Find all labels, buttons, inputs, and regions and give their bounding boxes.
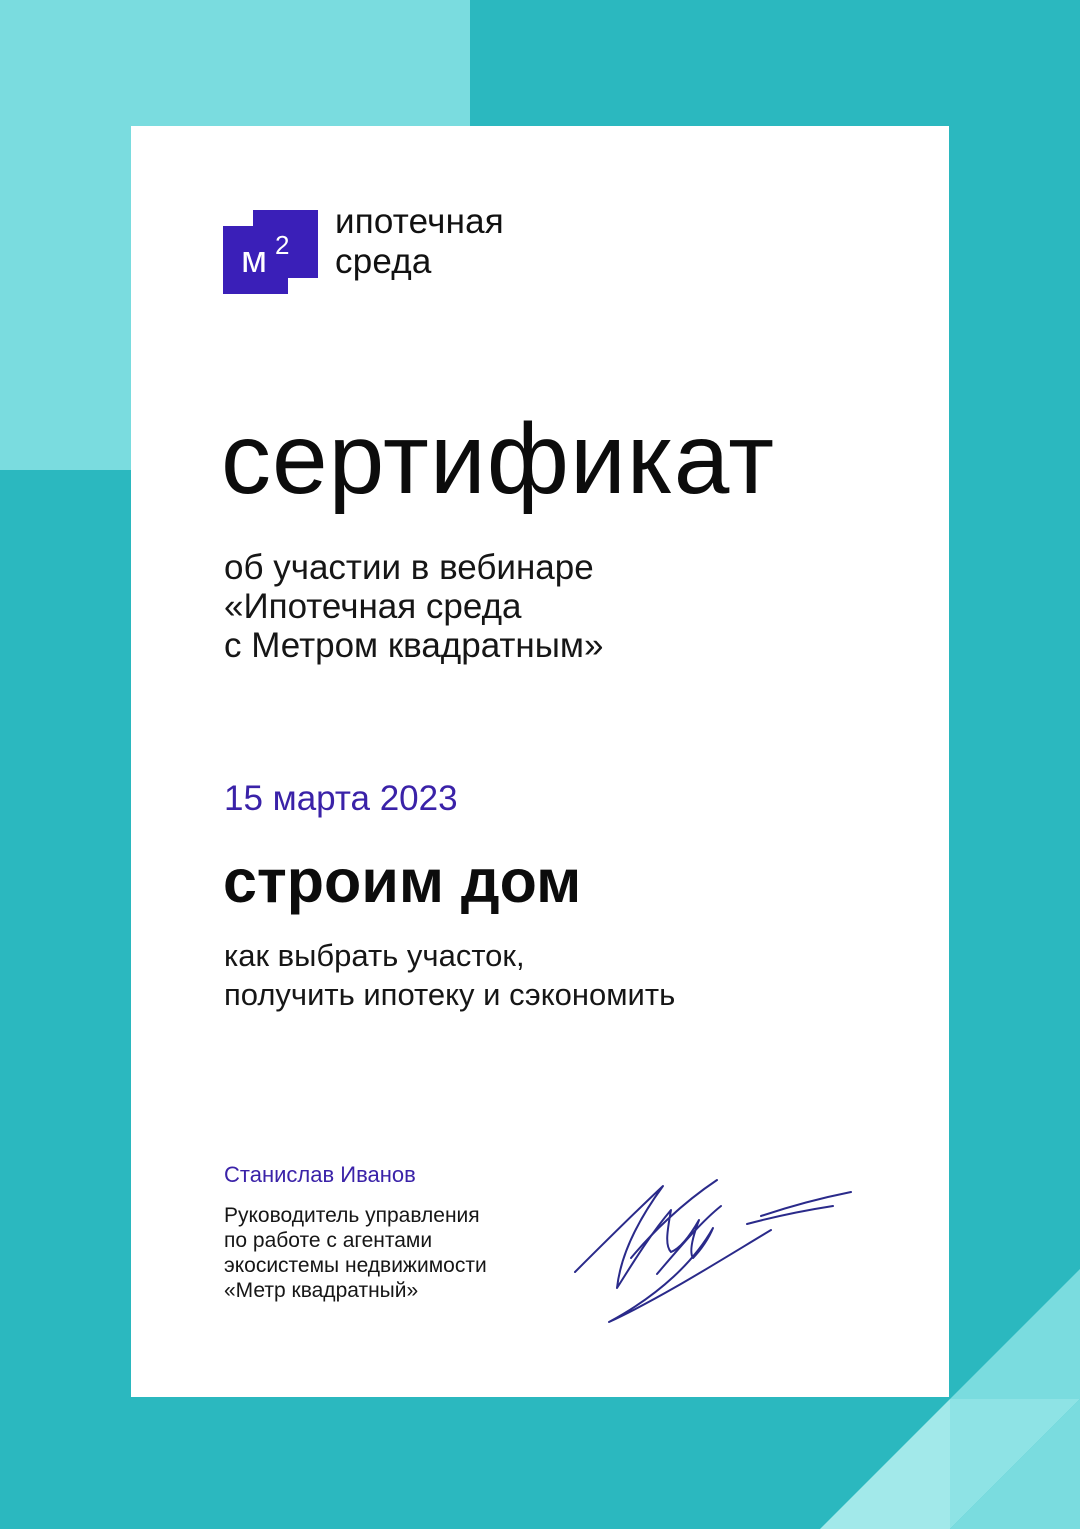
logo-mark [223, 210, 318, 294]
signer-role-line: по работе с агентами [224, 1229, 433, 1252]
signer-role-line: «Метр квадратный» [224, 1279, 419, 1302]
brand-logo [223, 202, 553, 295]
topic-description-line: получить ипотеку и сэкономить [224, 977, 676, 1012]
handwritten-signature [571, 1176, 861, 1336]
topic-description-line: как выбрать участок, [224, 938, 525, 973]
signer-role-line: Руководитель управления [224, 1204, 480, 1227]
certificate-sheet [131, 126, 949, 1397]
svg-text:2: 2 [275, 230, 290, 260]
signer-role-line: экосистемы недвижимости [224, 1254, 487, 1277]
topic-description [224, 936, 675, 1014]
certificate-title: сертификат [221, 403, 775, 515]
signer-name: Станислав Иванов [224, 1162, 416, 1187]
logo-line-2: среда [335, 242, 432, 281]
signer-role [224, 1203, 487, 1303]
logo-wordmark [335, 202, 504, 282]
logo-line-1: ипотечная [335, 202, 504, 241]
certificate-subtitle [224, 548, 603, 665]
subtitle-line: об участии в вебинаре [224, 548, 594, 587]
svg-text:м: м [241, 239, 268, 281]
subtitle-line: с Метром квадратным» [224, 626, 604, 665]
event-date: 15 марта 2023 [224, 779, 458, 818]
subtitle-line: «Ипотечная среда [224, 587, 522, 626]
webinar-topic: строим дом [223, 847, 582, 915]
